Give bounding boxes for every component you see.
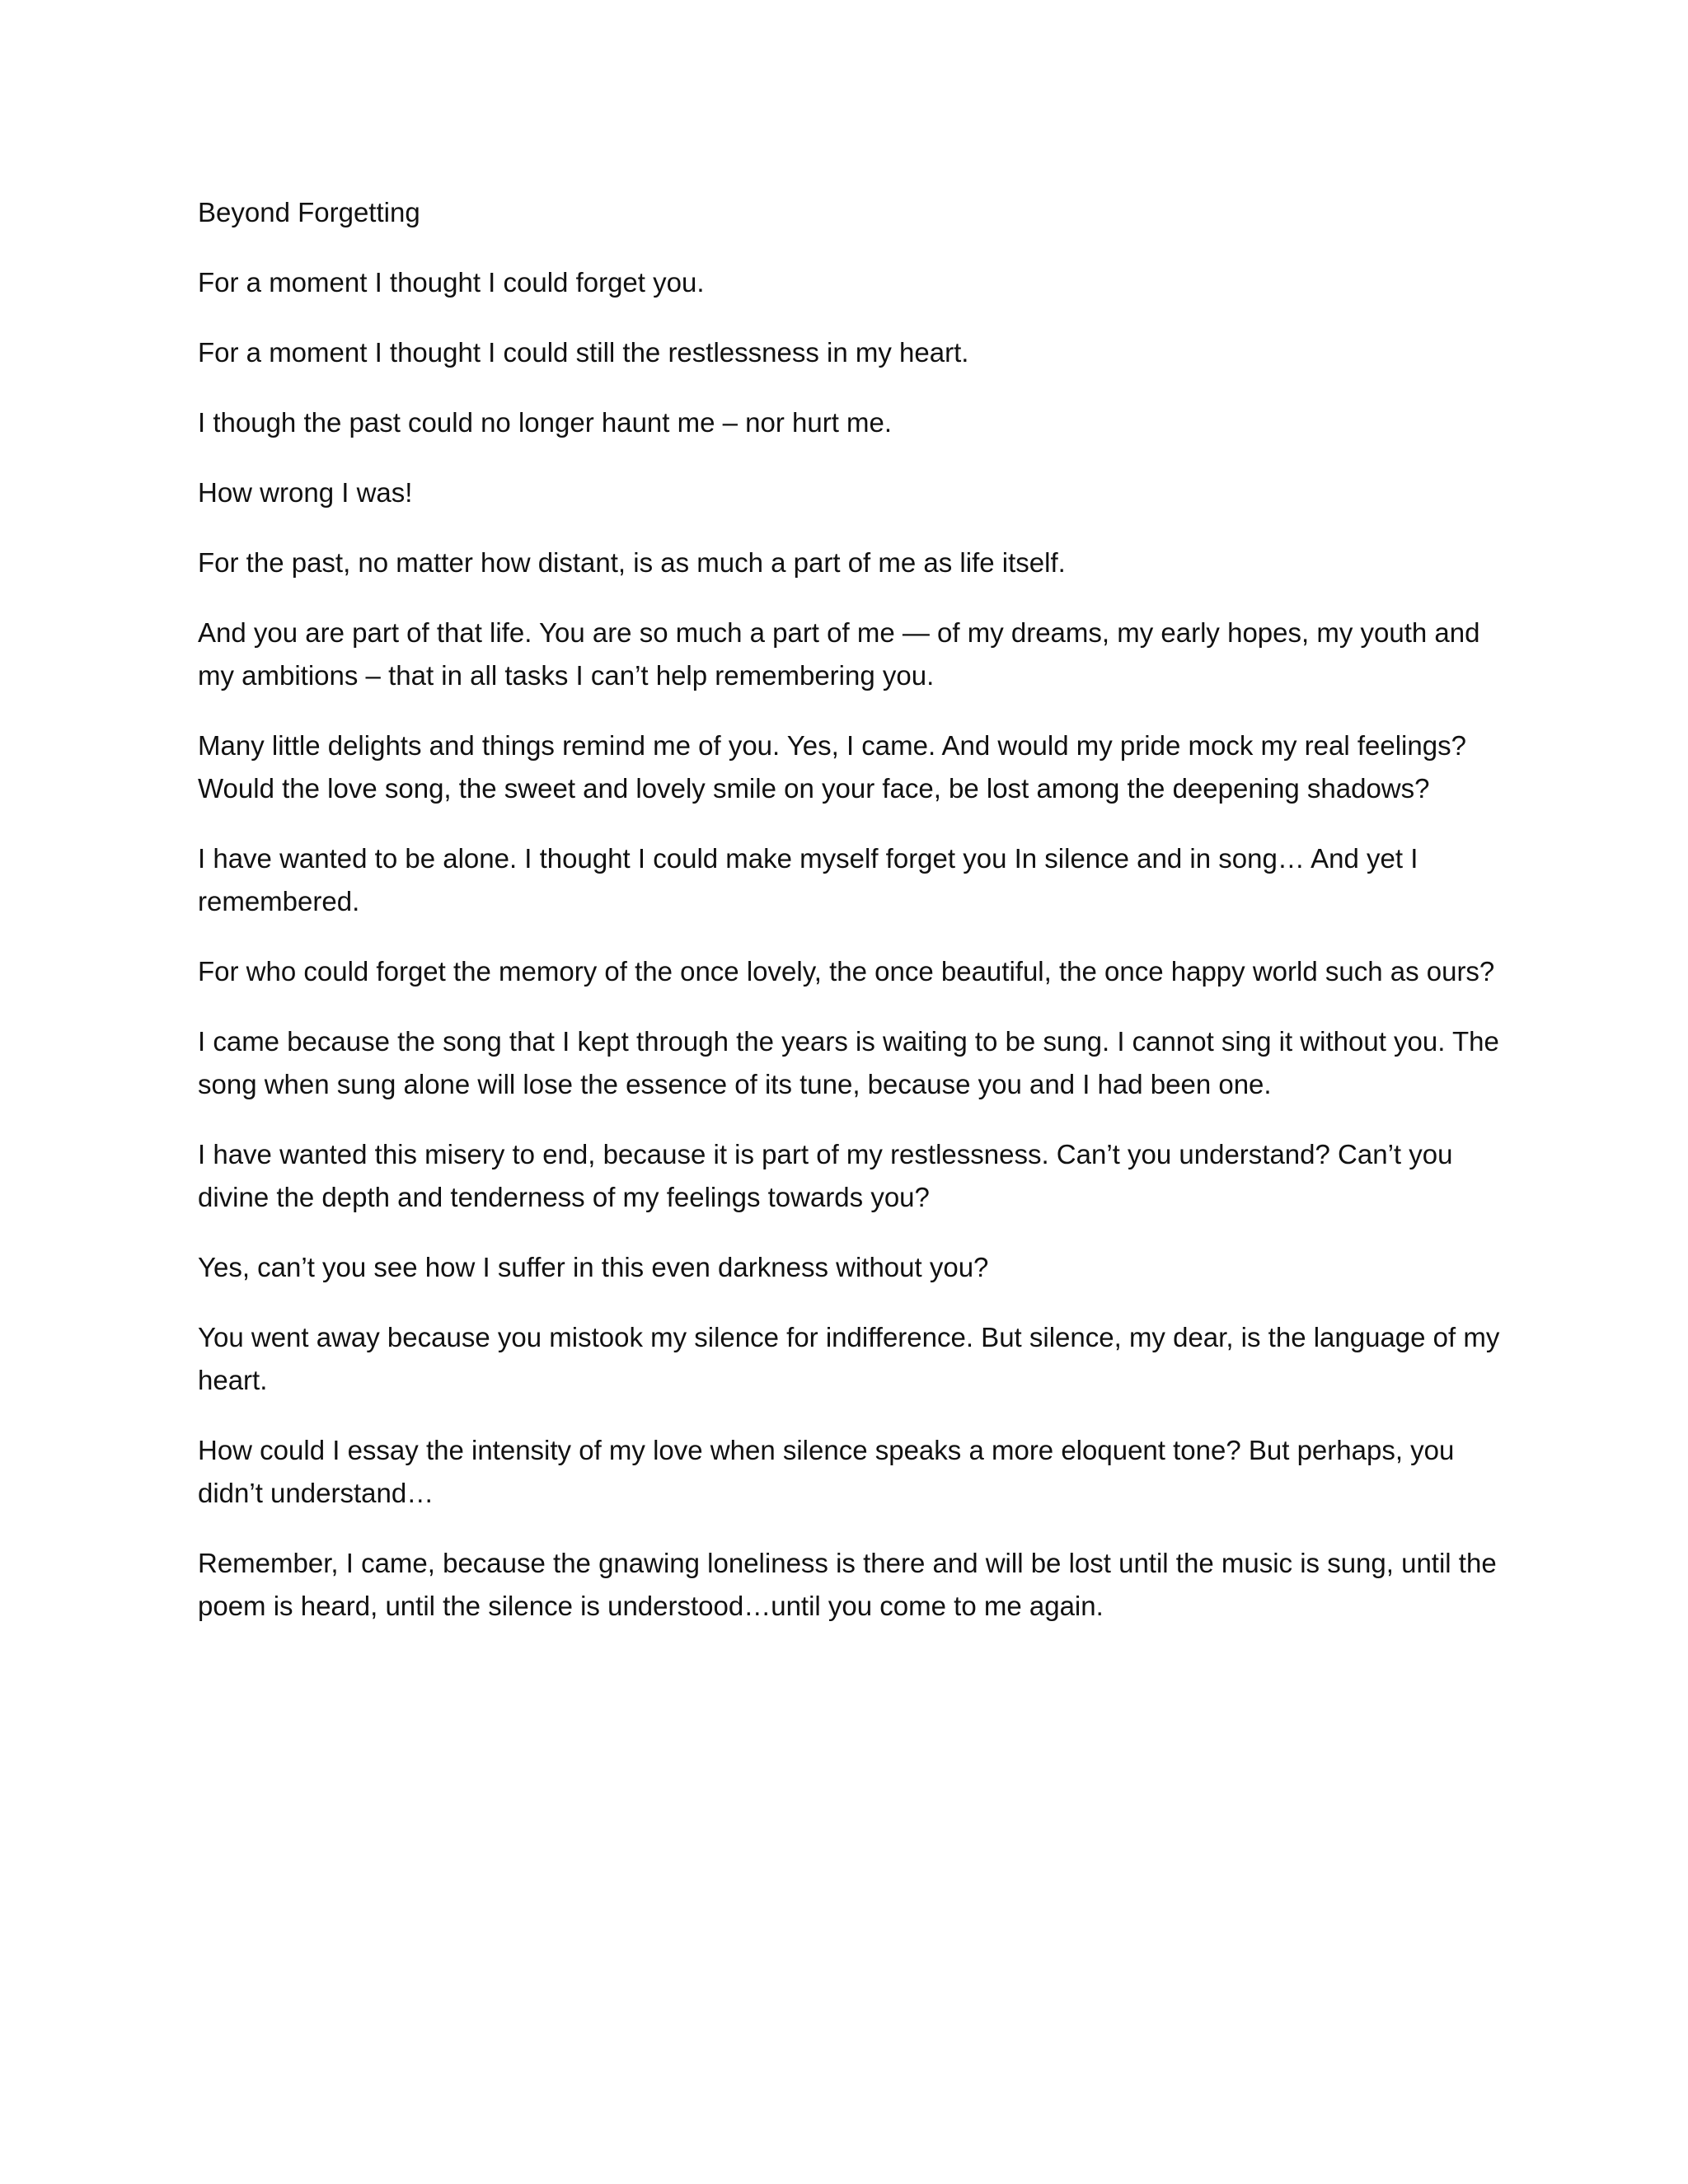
paragraph-12: Yes, can’t you see how I suffer in this even darkness without you?	[198, 1252, 989, 1282]
paragraph-13: You went away because you mistook my silence for indifference. But silence, my dear, is the language of my heart.	[198, 1322, 1500, 1395]
paragraph-3: I though the past could no longer haunt me – nor hurt me.	[198, 407, 893, 438]
paragraph-9: For who could forget the memory of the once lovely, the once beautiful, the once happy world such as ours?	[198, 956, 1495, 987]
paragraph-2: For a moment I thought I could still the restlessness in my heart.	[198, 337, 969, 368]
paragraph-7: Many little delights and things remind me of you. Yes, I came. And would my pride mock my real feelings? Would the love song, the sweet and lovely smile on your face, be lost among the deepening shadows?	[198, 730, 1466, 804]
paragraph-1: For a moment I thought I could forget you.	[198, 267, 705, 298]
document-title: Beyond Forgetting	[198, 197, 420, 227]
paragraph-10: I came because the song that I kept through the years is waiting to be sung. I cannot sing it without you. The song when sung alone will lose the essence of its tune, because you and I had been one.	[198, 1026, 1499, 1099]
document-body	[198, 191, 1500, 1655]
paragraph-11: I have wanted this misery to end, because it is part of my restlessness. Can’t you understand? Can’t you divine the depth and tenderness of my feelings towards you?	[198, 1139, 1453, 1212]
paragraph-5: For the past, no matter how distant, is as much a part of me as life itself.	[198, 547, 1066, 578]
paragraph-6: And you are part of that life. You are so much a part of me — of my dreams, my early hopes, my youth and my ambitions – that in all tasks I can’t help remembering you.	[198, 617, 1480, 691]
paragraph-8: I have wanted to be alone. I thought I could make myself forget you In silence and in song… And yet I remembered.	[198, 843, 1418, 916]
paragraph-14: How could I essay the intensity of my love when silence speaks a more eloquent tone? But perhaps, you didn’t understand…	[198, 1435, 1455, 1508]
paragraph-4: How wrong I was!	[198, 477, 413, 508]
paragraph-15: Remember, I came, because the gnawing loneliness is there and will be lost until the music is sung, until the poem is heard, until the silence is understood…until you come to me again.	[198, 1548, 1497, 1621]
